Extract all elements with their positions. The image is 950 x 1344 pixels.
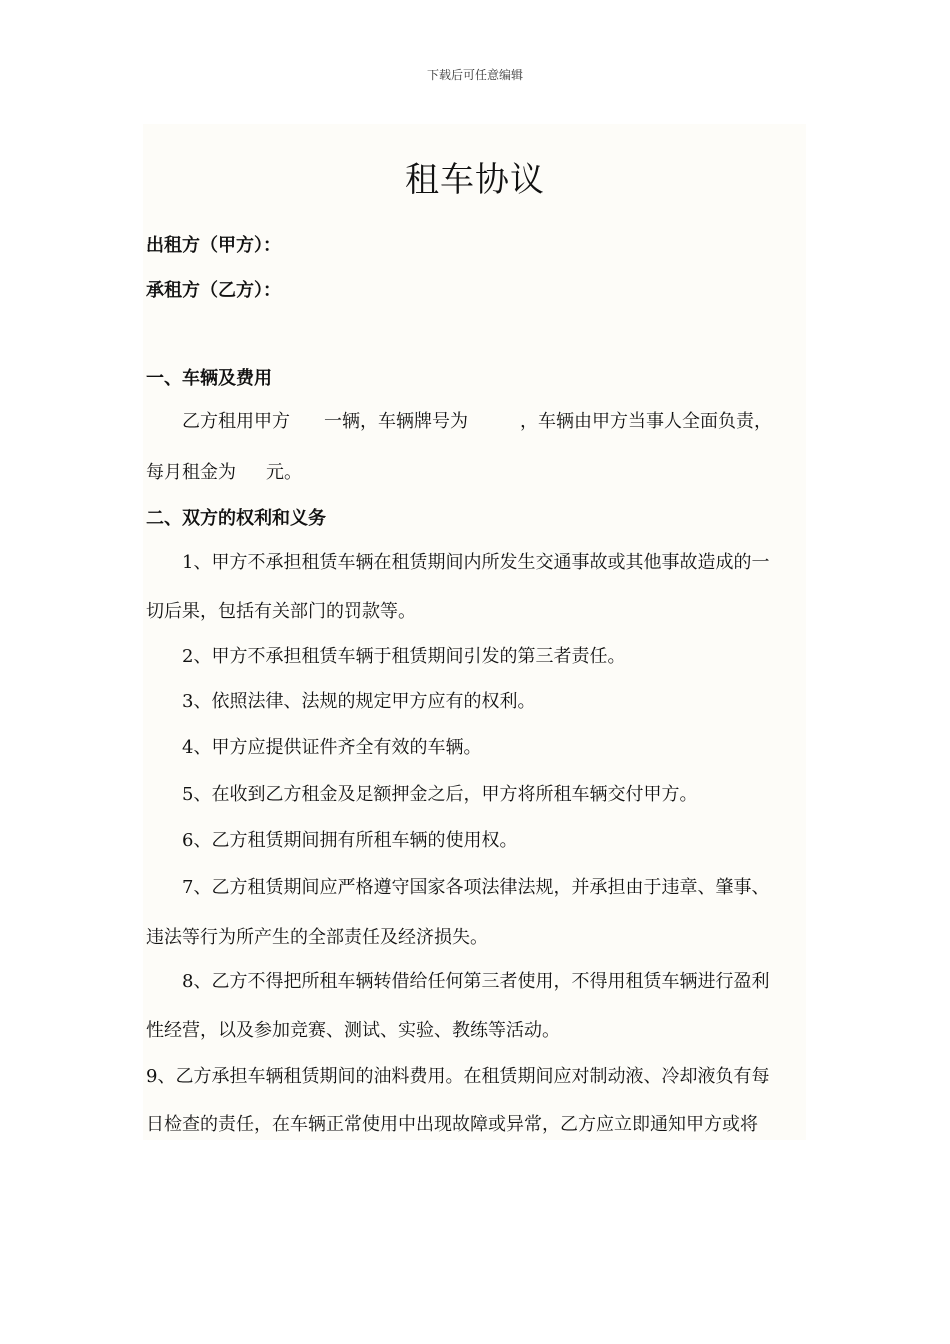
section1-line1-part-c: ，车辆由甲方当事人全面负责， (520, 411, 772, 432)
section2-item-8b: 性经营，以及参加竞赛、测试、实验、教练等活动。 (146, 1020, 560, 1041)
section2-item-4: 4、甲方应提供证件齐全有效的车辆。 (182, 737, 482, 758)
section2-item-6: 6、乙方租赁期间拥有所租车辆的使用权。 (182, 830, 518, 851)
section2-item-9a: 9、乙方承担车辆租赁期间的油料费用。在租赁期间应对制动液、冷却液负有每 (146, 1066, 770, 1087)
section1-line1-part-b: 一辆，车辆牌号为 (324, 411, 468, 432)
section2-item-7a: 7、乙方租赁期间应严格遵守国家各项法律法规，并承担由于违章、肇事、 (182, 877, 770, 898)
section2-item-1b: 切后果，包括有关部门的罚款等。 (146, 601, 416, 622)
section2-item-5: 5、在收到乙方租金及足额押金之后，甲方将所租车辆交付甲方。 (182, 784, 698, 805)
header-note: 下载后可任意编辑 (426, 68, 523, 82)
section1-line2-part-a: 每月租金为 (146, 462, 236, 483)
section2-item-3: 3、依照法律、法规的规定甲方应有的权利。 (182, 691, 536, 712)
section1-line1 (182, 410, 772, 434)
document-title: 租车协议 (405, 160, 545, 200)
section2-heading: 二、双方的权利和义务 (146, 508, 326, 529)
section1-line1-part-a: 乙方租用甲方 (182, 411, 290, 432)
section2-item-8a: 8、乙方不得把所租车辆转借给任何第三者使用，不得用租赁车辆进行盈利 (182, 971, 770, 992)
section1-line2 (146, 461, 302, 485)
section1-line2-part-b: 元。 (266, 462, 302, 483)
lessor-label: 出租方（甲方）： (146, 235, 281, 256)
section2-item-9b: 日检查的责任，在车辆正常使用中出现故障或异常，乙方应立即通知甲方或将 (146, 1114, 758, 1135)
section2-item-2: 2、甲方不承担租赁车辆于租赁期间引发的第三者责任。 (182, 646, 626, 667)
section2-item-7b: 违法等行为所产生的全部责任及经济损失。 (146, 927, 488, 948)
section2-item-1a: 1、甲方不承担租赁车辆在租赁期间内所发生交通事故或其他事故造成的一 (182, 552, 770, 573)
section1-heading: 一、车辆及费用 (146, 368, 272, 389)
lessee-label: 承租方（乙方）： (146, 280, 281, 301)
